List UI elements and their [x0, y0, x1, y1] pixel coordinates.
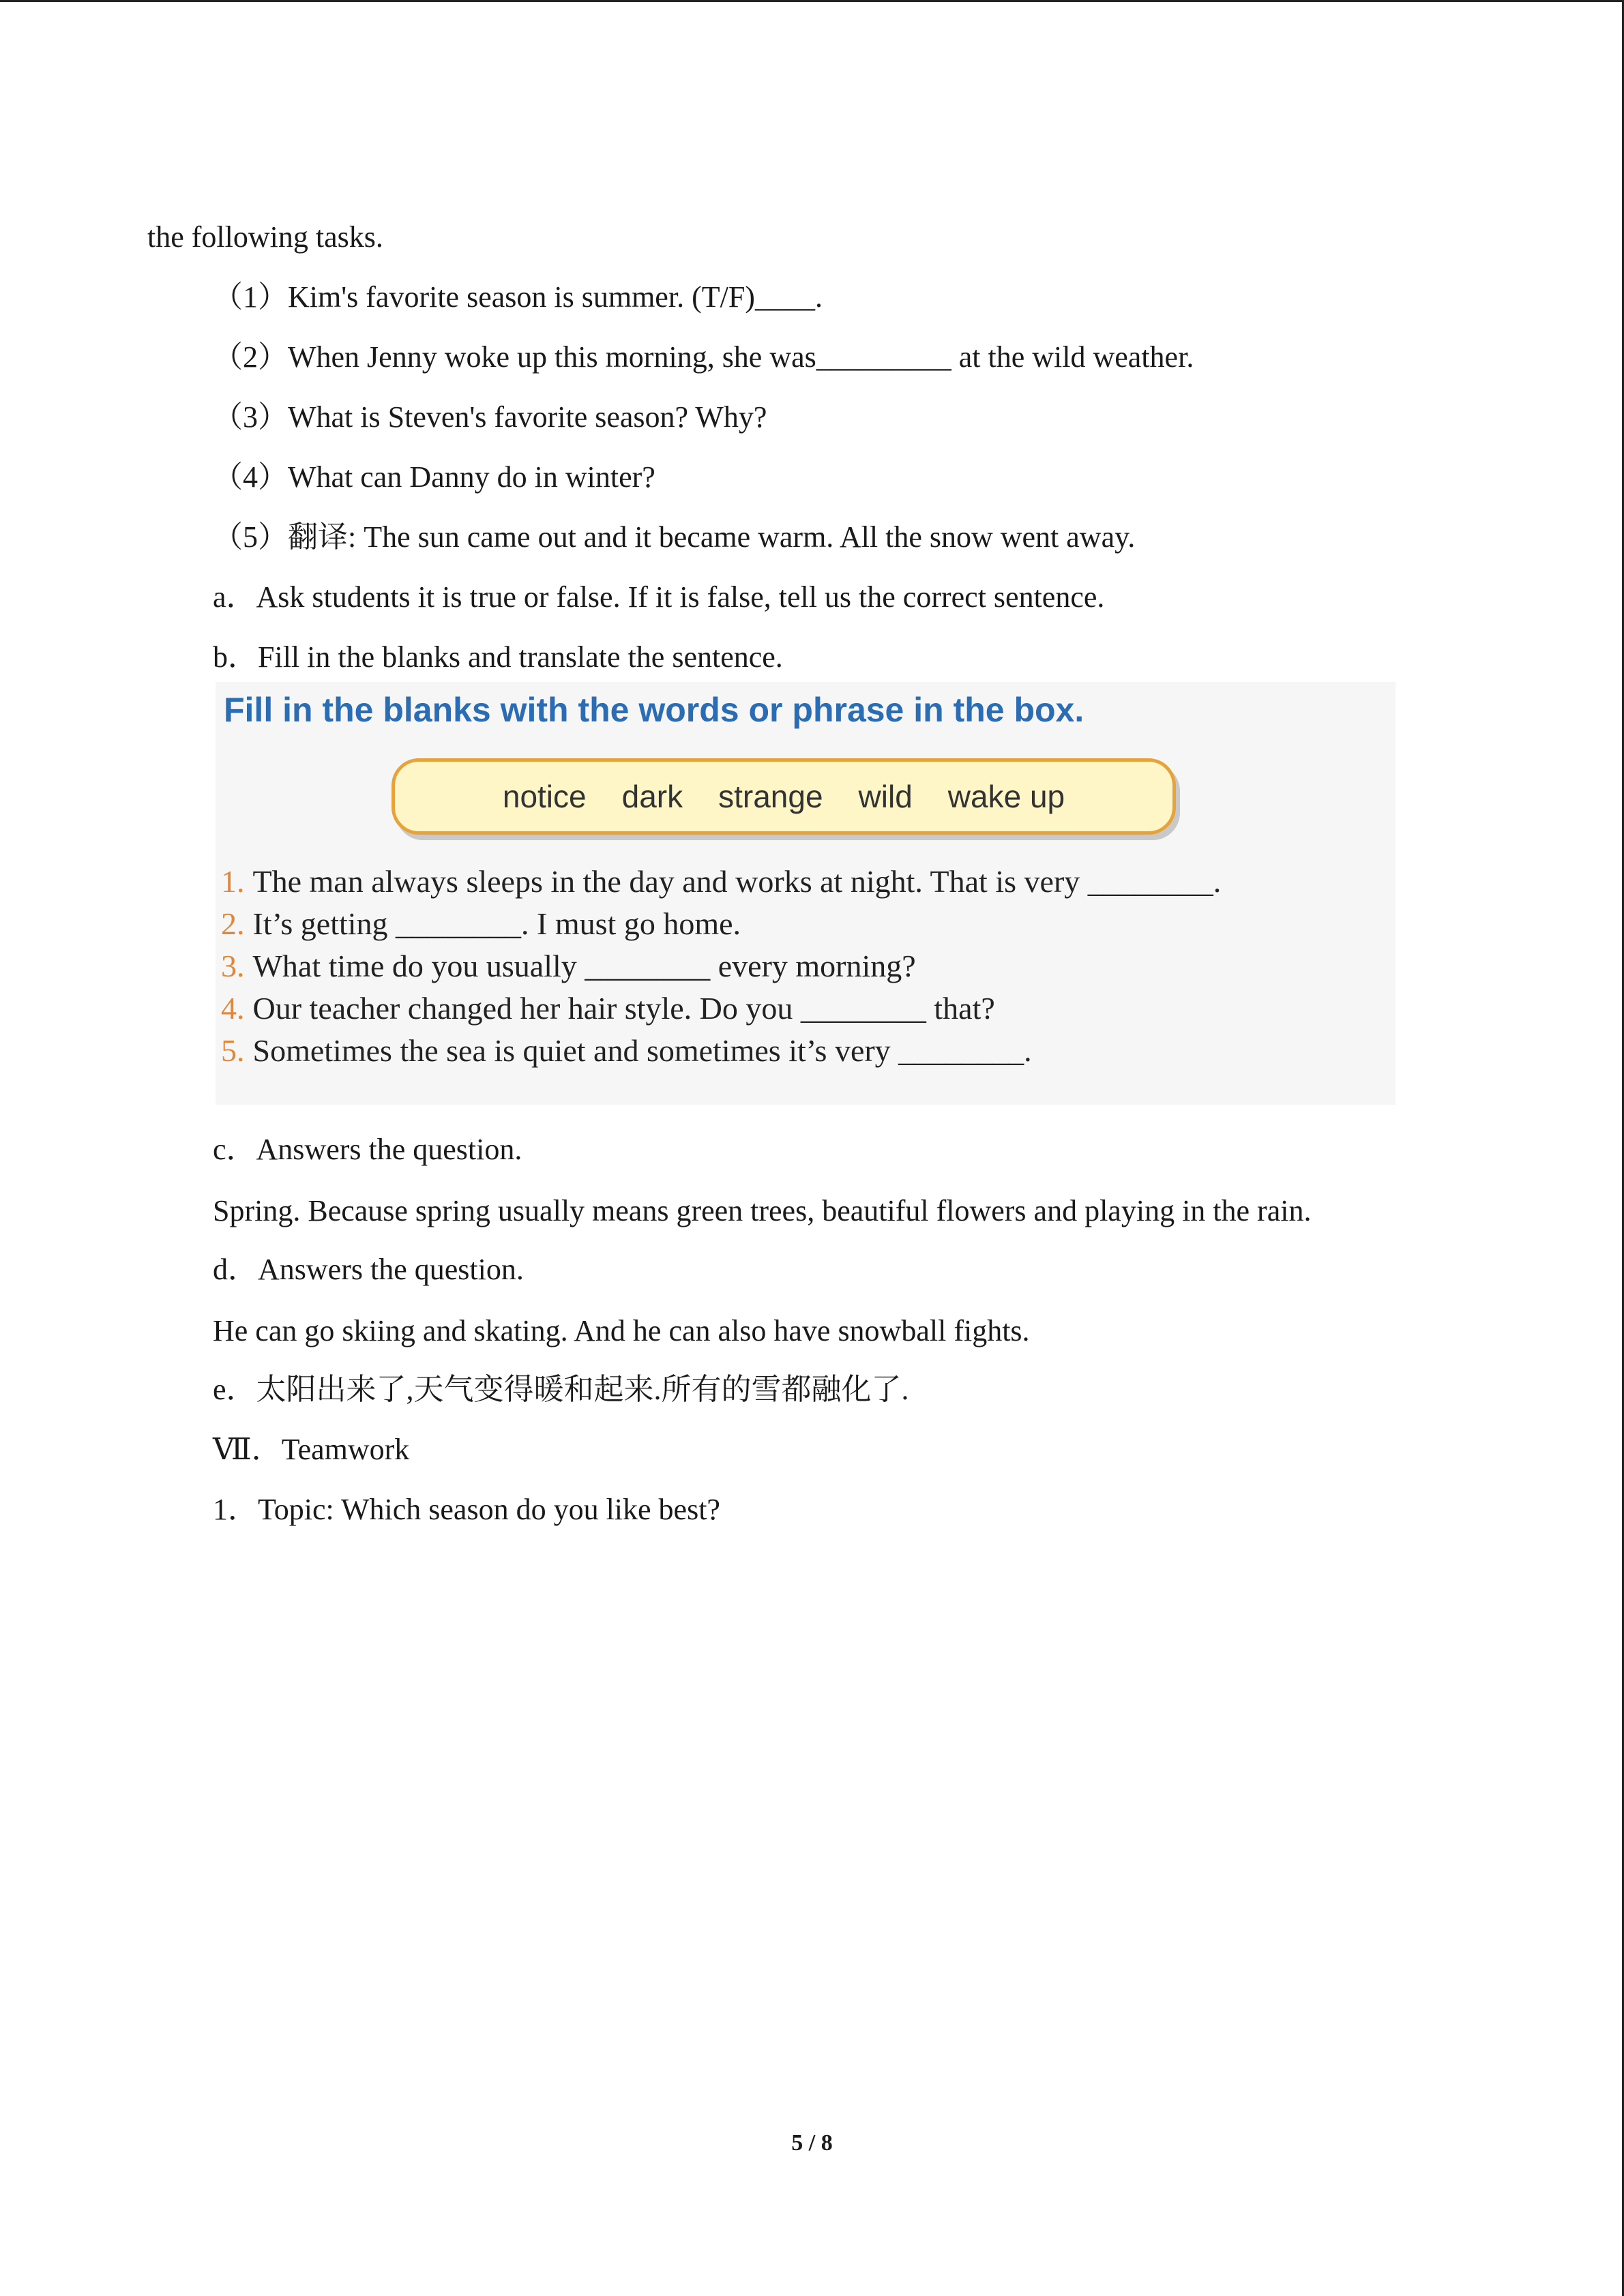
figure-item	[221, 945, 1221, 987]
word-notice: notice	[502, 779, 587, 814]
item-text: Sometimes the sea is quiet and sometimes it’s very ________.	[252, 1033, 1032, 1068]
item-number: 2.	[221, 906, 245, 941]
figure-item	[221, 987, 1221, 1030]
item-text: It’s getting ________. I must go home.	[252, 906, 741, 941]
word-dark: dark	[621, 779, 683, 814]
word-box	[392, 758, 1176, 835]
item-number: 5.	[221, 1033, 245, 1068]
item-number: 1.	[221, 864, 245, 899]
answer-c-text: Spring. Because spring usually means green trees, beautiful flowers and playing in the rain.	[213, 1194, 1312, 1227]
task-2: （2）When Jenny woke up this morning, she was_________ at the wild weather.	[213, 340, 1194, 374]
word-wild: wild	[858, 779, 913, 814]
figure-title: Fill in the blanks with the words or phrase in the box.	[224, 691, 1084, 729]
page-number: 5 / 8	[791, 2130, 833, 2156]
task-1: （1）Kim's favorite season is summer. (T/F)____.	[213, 280, 823, 314]
item-number: 4.	[221, 991, 245, 1026]
figure-item	[221, 861, 1221, 903]
answer-d-text: He can go skiing and skating. And he can also have snowball fights.	[213, 1314, 1030, 1347]
answer-c: c．Answers the question.	[213, 1133, 522, 1166]
answer-e: e．太阳出来了,天气变得暖和起来.所有的雪都融化了.	[213, 1373, 909, 1406]
item-text: What time do you usually ________ every morning?	[252, 949, 916, 983]
figure-item	[221, 903, 1221, 945]
figure-items	[221, 861, 1221, 1072]
exercise-figure	[216, 682, 1396, 1105]
item-text: Our teacher changed her hair style. Do you ________ that?	[252, 991, 995, 1026]
section-heading: Ⅶ．Teamwork	[213, 1433, 410, 1466]
answer-d: d．Answers the question.	[213, 1253, 524, 1286]
task-4: （4）What can Danny do in winter?	[213, 460, 655, 494]
answer-a: a．Ask students it is true or false. If it is false, tell us the correct sentence.	[213, 580, 1105, 614]
item-text: The man always sleeps in the day and works at night. That is very ________.	[252, 864, 1222, 899]
figure-item	[221, 1030, 1221, 1072]
task-5: （5）翻译: The sun came out and it became warm. All the snow went away.	[213, 520, 1136, 554]
topic-line: 1．Topic: Which season do you like best?	[213, 1493, 720, 1526]
task-3: （3）What is Steven's favorite season? Why?	[213, 400, 767, 434]
word-wake-up: wake up	[947, 779, 1065, 814]
word-strange: strange	[718, 779, 823, 814]
answer-b: b．Fill in the blanks and translate the sentence.	[213, 640, 783, 674]
intro-text: the following tasks.	[147, 220, 383, 254]
item-number: 3.	[221, 949, 245, 983]
